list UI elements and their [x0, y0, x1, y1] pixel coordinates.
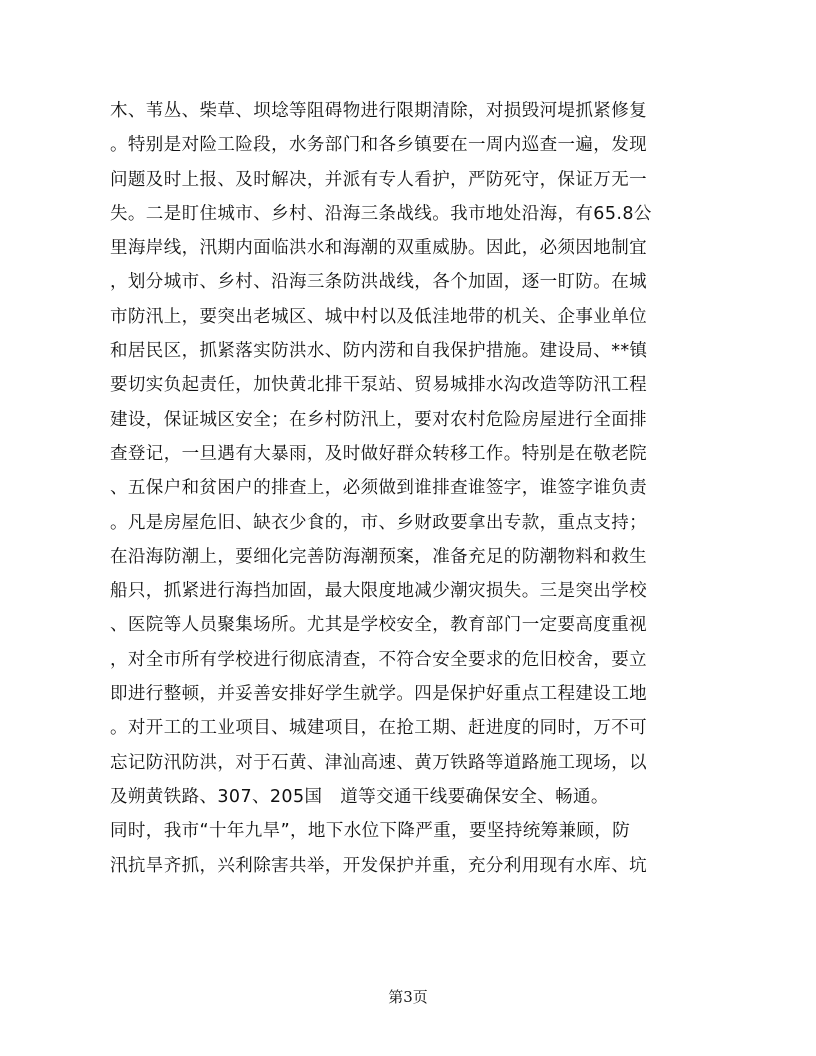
page-number: 第3页 — [388, 988, 428, 1006]
text-line: 失。二是盯住城市、乡村、沿海三条战线。我市地处沿海，有65.8公 — [110, 203, 652, 224]
text-line: ，对全市所有学校进行彻底清查，不符合安全要求的危旧校舍，要立 — [110, 649, 647, 670]
body-text — [110, 94, 710, 883]
text-line: 。特别是对险工险段，水务部门和各乡镇要在一周内巡查一遍，发现 — [110, 135, 647, 156]
text-line: 问题及时上报、及时解决，并派有专人看护，严防死守，保证万无一 — [110, 169, 647, 190]
text-line: 。对开工的工业项目、城建项目，在抢工期、赶进度的同时，万不可 — [110, 718, 647, 739]
text-line: 和居民区，抓紧落实防洪水、防内涝和自我保护措施。建设局、**镇 — [110, 341, 648, 362]
text-line: 忘记防汛防洪，对于石黄、津汕高速、黄万铁路等道路施工现场，以 — [110, 752, 647, 773]
text-line: 船只，抓紧进行海挡加固，最大限度地减少潮灾损失。三是突出学校 — [110, 581, 647, 602]
text-line: 查登记，一旦遇有大暴雨，及时做好群众转移工作。特别是在敬老院 — [110, 443, 647, 464]
text-line: 建设，保证城区安全；在乡村防汛上，要对农村危险房屋进行全面排 — [110, 409, 647, 430]
text-line: 在沿海防潮上，要细化完善防海潮预案，准备充足的防潮物料和救生 — [110, 546, 647, 567]
text-line: 汛抗旱齐抓，兴利除害共举，开发保护并重，充分利用现有水库、坑 — [110, 855, 647, 876]
text-line: 要切实负起责任，加快黄北排干泵站、贸易城排水沟改造等防汛工程 — [110, 375, 647, 396]
text-line: 、五保户和贫困户的排查上，必须做到谁排查谁签字，谁签字谁负责 — [110, 478, 647, 499]
text-line: 。凡是房屋危旧、缺衣少食的，市、乡财政要拿出专款，重点支持； — [110, 512, 647, 533]
text-line: 及朔黄铁路、307、205国 道等交通干线要确保安全、畅通。 — [110, 786, 609, 807]
text-line: 里海岸线，汛期内面临洪水和海潮的双重威胁。因此，必须因地制宜 — [110, 238, 647, 259]
text-line: 市防汛上，要突出老城区、城中村以及低洼地带的机关、企事业单位 — [110, 306, 647, 327]
text-line: 同时，我市“十年九旱”，地下水位下降严重，要坚持统筹兼顾，防 — [110, 821, 631, 842]
text-line: ，划分城市、乡村、沿海三条防洪战线，各个加固，逐一盯防。在城 — [110, 272, 647, 293]
text-line: 即进行整顿，并妥善安排好学生就学。四是保护好重点工程建设工地 — [110, 684, 647, 705]
text-line: 木、苇丛、柴草、坝埝等阻碍物进行限期清除，对损毁河堤抓紧修复 — [110, 101, 647, 121]
text-line: 、医院等人员聚集场所。尤其是学校安全，教育部门一定要高度重视 — [110, 615, 647, 636]
